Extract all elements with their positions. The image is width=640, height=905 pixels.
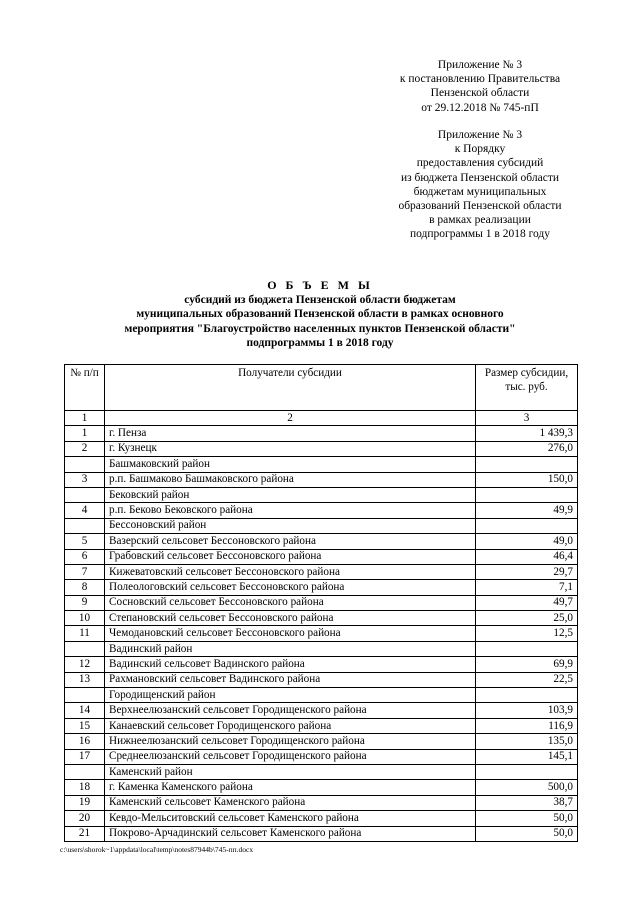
table-row xyxy=(65,472,578,487)
row-number: 21 xyxy=(65,826,105,841)
district-row xyxy=(65,641,578,656)
title-heading: О Б Ъ Е М Ы xyxy=(267,278,373,292)
subsidy-amount: 49,9 xyxy=(476,503,578,518)
table-row xyxy=(65,826,578,841)
recipient-name: Вазерский сельсовет Бессоновского района xyxy=(105,534,476,549)
district-name: Башмаковский район xyxy=(105,457,476,472)
row-number: 20 xyxy=(65,811,105,826)
appendix-line: к Порядку xyxy=(454,143,506,156)
appendix-line: бюджетам муниципальных xyxy=(413,185,547,198)
row-number: 16 xyxy=(65,734,105,749)
recipient-name: Канаевский сельсовет Городищенского района xyxy=(105,718,476,733)
column-numbers-row xyxy=(65,411,578,426)
row-number: 19 xyxy=(65,795,105,810)
table-row xyxy=(65,441,578,456)
recipient-name: Вадинский сельсовет Вадинского района xyxy=(105,657,476,672)
appendix-line: Пензенской области xyxy=(430,87,530,100)
row-number: 7 xyxy=(65,564,105,579)
appendix-line: из бюджета Пензенской области xyxy=(400,171,560,184)
empty-cell xyxy=(65,457,105,472)
empty-cell xyxy=(65,641,105,656)
recipient-name: Полеологовский сельсовет Бессоновского района xyxy=(105,580,476,595)
empty-cell xyxy=(476,641,578,656)
empty-cell xyxy=(65,688,105,703)
subsidy-amount: 25,0 xyxy=(476,611,578,626)
recipient-name: Сосновский сельсовет Бессоновского района xyxy=(105,595,476,610)
appendix-line: предоставления субсидий xyxy=(416,157,544,170)
recipient-name: Покрово-Арчадинский сельсовет Каменского района xyxy=(105,826,476,841)
subsidy-amount: 276,0 xyxy=(476,441,578,456)
recipient-name: г. Кузнецк xyxy=(105,441,476,456)
subsidy-amount: 1 439,3 xyxy=(476,426,578,441)
subsidy-amount: 135,0 xyxy=(476,734,578,749)
row-number: 12 xyxy=(65,657,105,672)
column-number: 3 xyxy=(476,411,578,426)
district-name: Бековский район xyxy=(105,487,476,502)
subsidy-amount: 116,9 xyxy=(476,718,578,733)
document-title xyxy=(60,278,580,351)
header-amount: Размер субсидии, тыс. руб. xyxy=(476,365,578,411)
recipient-name: Грабовский сельсовет Бессоновского района xyxy=(105,549,476,564)
row-number: 10 xyxy=(65,611,105,626)
subsidy-amount: 50,0 xyxy=(476,811,578,826)
district-row xyxy=(65,688,578,703)
row-number: 2 xyxy=(65,441,105,456)
table-row xyxy=(65,626,578,641)
district-name: Вадинский район xyxy=(105,641,476,656)
appendix-line: от 29.12.2018 № 745-пП xyxy=(421,101,539,114)
row-number: 3 xyxy=(65,472,105,487)
file-path-footer: c:\users\shorok~1\appdata\local\temp\notes87944b\745-пп.docx xyxy=(60,845,254,854)
table-row xyxy=(65,534,578,549)
empty-cell xyxy=(476,764,578,779)
table-row xyxy=(65,749,578,764)
subsidy-amount: 46,4 xyxy=(476,549,578,564)
title-line: муниципальных образований Пензенской области в рамках основного xyxy=(136,308,504,320)
recipient-name: Степановский сельсовет Бессоновского района xyxy=(105,611,476,626)
district-row xyxy=(65,457,578,472)
title-line: мероприятия "Благоустройство населенных пунктов Пензенской области" xyxy=(124,322,516,335)
appendix-line: Приложение № 3 xyxy=(437,59,523,71)
subsidy-amount: 145,1 xyxy=(476,749,578,764)
subsidy-amount: 12,5 xyxy=(476,626,578,641)
table-row xyxy=(65,611,578,626)
table-row xyxy=(65,549,578,564)
recipient-name: г. Каменка Каменского района xyxy=(105,780,476,795)
subsidy-amount: 103,9 xyxy=(476,703,578,718)
row-number: 13 xyxy=(65,672,105,687)
empty-cell xyxy=(476,457,578,472)
recipient-name: Каменский сельсовет Каменского района xyxy=(105,795,476,810)
column-number: 1 xyxy=(65,411,105,426)
subsidy-amount: 50,0 xyxy=(476,826,578,841)
district-row xyxy=(65,518,578,533)
table-row xyxy=(65,426,578,441)
district-name: Бессоновский район xyxy=(105,518,476,533)
recipient-name: г. Пенза xyxy=(105,426,476,441)
recipient-name: р.п. Башмаково Башмаковского района xyxy=(105,472,476,487)
title-line: подпрограммы 1 в 2018 году xyxy=(246,337,394,349)
empty-cell xyxy=(476,518,578,533)
subsidy-amount: 49,7 xyxy=(476,595,578,610)
appendix-procedure-note xyxy=(360,128,600,242)
row-number: 1 xyxy=(65,426,105,441)
table-row xyxy=(65,811,578,826)
table-row xyxy=(65,580,578,595)
row-number: 14 xyxy=(65,703,105,718)
empty-cell xyxy=(476,688,578,703)
table-row xyxy=(65,503,578,518)
table-row xyxy=(65,734,578,749)
district-row xyxy=(65,764,578,779)
row-number: 15 xyxy=(65,718,105,733)
recipient-name: Кижеватовский сельсовет Бессоновского района xyxy=(105,564,476,579)
district-name: Городищенский район xyxy=(105,688,476,703)
subsidy-amount: 150,0 xyxy=(476,472,578,487)
subsidy-amount: 29,7 xyxy=(476,564,578,579)
empty-cell xyxy=(65,764,105,779)
row-number: 8 xyxy=(65,580,105,595)
appendix-resolution-note xyxy=(360,58,600,115)
empty-cell xyxy=(476,487,578,502)
recipient-name: Нижнеелюзанский сельсовет Городищенского района xyxy=(105,734,476,749)
appendix-line: образований Пензенской области xyxy=(398,200,562,213)
header-number: № п/п xyxy=(65,365,105,411)
table-header-row xyxy=(65,365,578,411)
subsidy-amount: 22,5 xyxy=(476,672,578,687)
table-row xyxy=(65,703,578,718)
subsidies-table xyxy=(64,364,578,842)
table-row xyxy=(65,780,578,795)
empty-cell xyxy=(65,518,105,533)
recipient-name: Чемодановский сельсовет Бессоновского района xyxy=(105,626,476,641)
title-line: субсидий из бюджета Пензенской области бюджетам xyxy=(184,293,456,306)
recipient-name: р.п. Беково Бековского района xyxy=(105,503,476,518)
table-row xyxy=(65,657,578,672)
row-number: 9 xyxy=(65,595,105,610)
row-number: 4 xyxy=(65,503,105,518)
recipient-name: Среднеелюзанский сельсовет Городищенского района xyxy=(105,749,476,764)
empty-cell xyxy=(65,487,105,502)
column-number: 2 xyxy=(105,411,476,426)
appendix-line: Приложение № 3 xyxy=(437,129,523,141)
recipient-name: Верхнеелюзанский сельсовет Городищенского района xyxy=(105,703,476,718)
header-recipient: Получатели субсидии xyxy=(105,365,476,411)
subsidy-amount: 49,0 xyxy=(476,534,578,549)
district-name: Каменский район xyxy=(105,764,476,779)
row-number: 5 xyxy=(65,534,105,549)
table-row xyxy=(65,718,578,733)
recipient-name: Рахмановский сельсовет Вадинского района xyxy=(105,672,476,687)
subsidy-amount: 38,7 xyxy=(476,795,578,810)
table-row xyxy=(65,672,578,687)
row-number: 18 xyxy=(65,780,105,795)
table-row xyxy=(65,795,578,810)
appendix-line: к постановлению Правительства xyxy=(399,73,561,86)
subsidy-amount: 7,1 xyxy=(476,580,578,595)
table-row xyxy=(65,595,578,610)
row-number: 6 xyxy=(65,549,105,564)
appendix-line: в рамках реализации xyxy=(429,214,531,227)
table-row xyxy=(65,564,578,579)
subsidy-amount: 69,9 xyxy=(476,657,578,672)
subsidy-amount: 500,0 xyxy=(476,780,578,795)
district-row xyxy=(65,487,578,502)
appendix-line: подпрограммы 1 в 2018 году xyxy=(409,228,551,241)
row-number: 17 xyxy=(65,749,105,764)
recipient-name: Кевдо-Мельситовский сельсовет Каменского района xyxy=(105,811,476,826)
row-number: 11 xyxy=(65,626,105,641)
